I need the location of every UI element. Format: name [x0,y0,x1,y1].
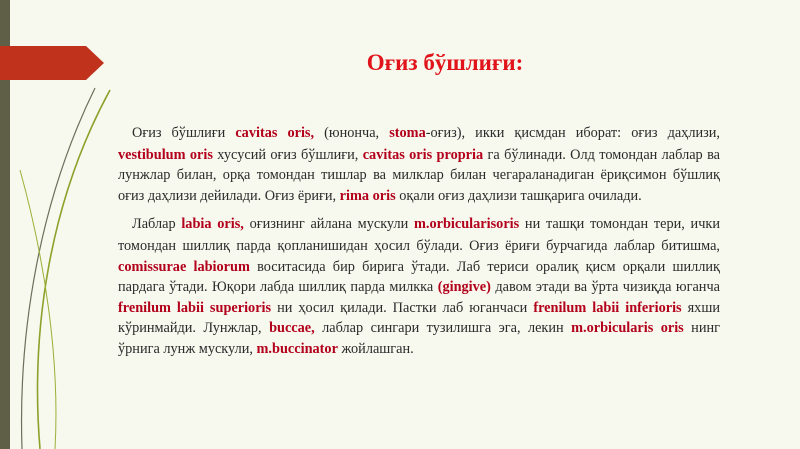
latin-term: buccae, [269,320,315,337]
text-segment: оғизнинг айлана мускули [243,216,414,233]
body-text [118,123,720,360]
latin-term: (gingive) [437,279,491,296]
latin-term: m.orbicularisoris [413,216,520,233]
text-segment: ни ҳосил қилади. Пастки лаб юганчаси [271,299,534,316]
paragraph [118,123,720,206]
text-segment: Лаблар [132,216,182,233]
text-segment: давом этади ва ўрта чизиқда юганча [490,279,720,296]
text-segment: воситасида бир бирига ўтади. Лаб териси оралиқ қисм орқали шиллиқ пардага ўтади. Юқори лабда шиллиқ парда милкка [118,258,720,296]
text-segment: га бўлинади. Олд томондан лаблар ва лунжлар билан, орқа томондан тишлар ва милклар билан чегараланадиган ёриқсимон бўшлиқ оғиз даҳлизи дейилади. Оғиз ёриғи, [118,146,720,204]
text-segment: -оғиз), икки қисмдан иборат: оғиз даҳлизи, [425,125,720,141]
latin-term: m.buccinator [256,340,338,357]
latin-term: frenilum labii superioris [118,299,272,316]
text-segment: ни ташқи томондан тери, ички томондан шиллиқ парда қопланишидан ҳосил бўлади. Оғиз ёриғи бурчагида лаблар битишма, [118,216,720,254]
latin-term: cavitas oris, [235,125,315,141]
latin-term: rima oris [339,187,396,204]
paragraph [118,214,720,359]
latin-term: frenilum labii inferioris [533,299,682,316]
text-segment: (юнонча, [314,125,390,141]
latin-term: stoma [389,125,426,141]
text-segment: оқали оғиз даҳлизи ташқарига очилади. [395,187,642,204]
latin-term: comissurae labiorum [118,258,250,275]
latin-term: cavitas oris propria [362,146,484,163]
text-segment: яхши кўринмайди. Лунжлар, [118,299,720,337]
text-segment: Оғиз бўшлиғи [132,125,236,141]
latin-term: vestibulum oris [118,146,213,163]
latin-term: labia oris, [181,216,244,233]
text-segment: нинг ўрнига лунж мускули, [118,320,720,357]
text-segment: жойлашган. [337,340,414,357]
text-segment: лаблар сингари тузилишга эга, лекин [314,320,572,337]
text-segment: хусусий оғиз бўшлиғи, [212,146,363,163]
title-arrow-shape [0,46,104,80]
slide-title: Оғиз бўшлиғи: [366,50,524,75]
latin-term: m.orbicularis oris [571,320,684,337]
